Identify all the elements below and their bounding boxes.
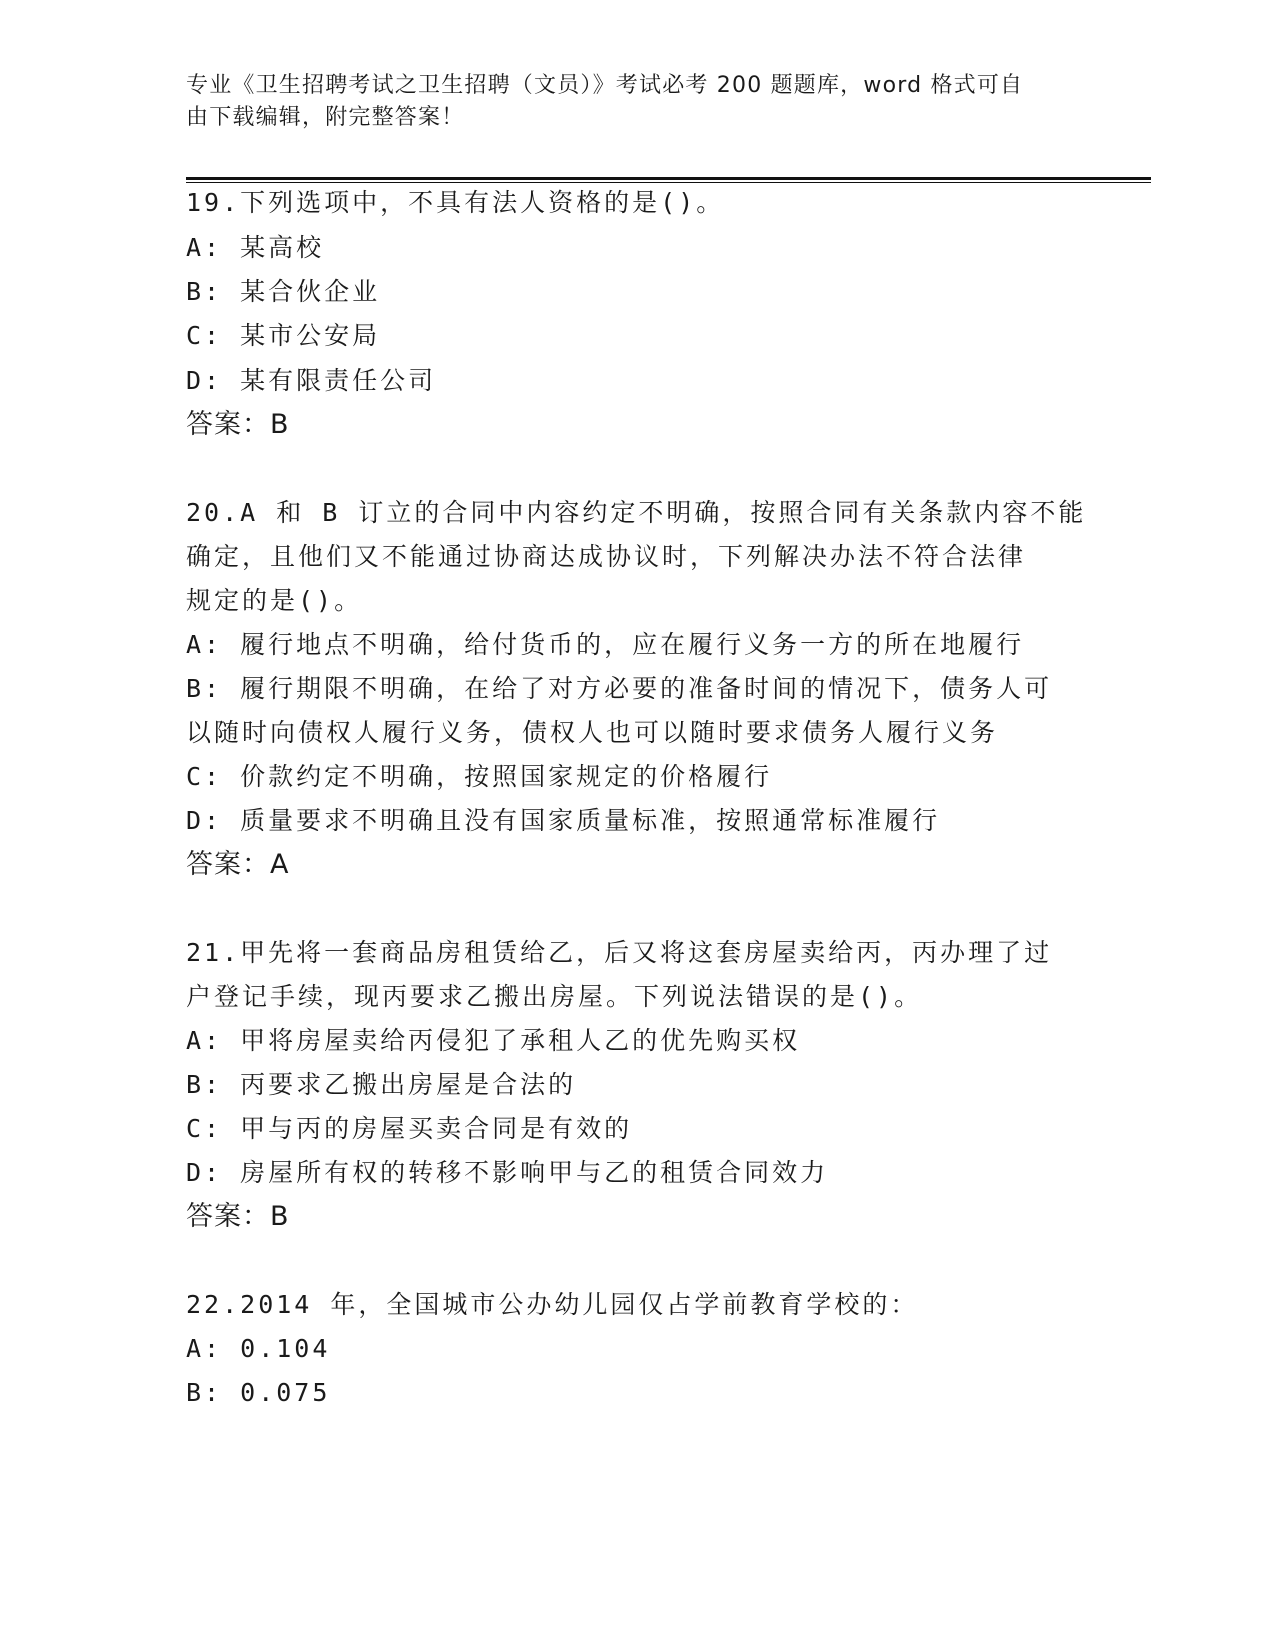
question-20-option-a: A: 履行地点不明确，给付货币的，应在履行义务一方的所在地履行: [186, 630, 1025, 659]
question-21-option-d: D: 房屋所有权的转移不影响甲与乙的租赁合同效力: [186, 1158, 829, 1187]
question-22-option-b: B: 0.075: [186, 1378, 331, 1407]
question-19-option-a: A: 某高校: [186, 233, 325, 262]
question-20-answer: 答案：A: [186, 849, 290, 880]
question-20-stem-line-2: 确定，且他们又不能通过协商达成协议时，下列解决办法不符合法律: [186, 542, 1027, 571]
header-divider-thick: [186, 177, 1151, 180]
header-line-2: 由下载编辑，附完整答案！: [186, 105, 465, 130]
question-20-option-d: D: 质量要求不明确且没有国家质量标准，按照通常标准履行: [186, 806, 941, 835]
question-20-stem-line-1: 20.A 和 B 订立的合同中内容约定不明确，按照合同有关条款内容不能: [186, 498, 1087, 527]
question-22-option-a: A: 0.104: [186, 1334, 331, 1363]
question-21-option-c: C: 甲与丙的房屋买卖合同是有效的: [186, 1114, 633, 1143]
question-19-stem: 19.下列选项中，不具有法人资格的是()。: [186, 188, 725, 217]
question-21-option-b: B: 丙要求乙搬出房屋是合法的: [186, 1070, 577, 1099]
header-line-1: 专业《卫生招聘考试之卫生招聘（文员）》考试必考 200 题题库，word 格式可自: [186, 73, 1024, 98]
question-22-stem: 22.2014 年，全国城市公办幼儿园仅占学前教育学校的：: [186, 1290, 919, 1319]
question-20-option-b: B: 履行期限不明确，在给了对方必要的准备时间的情况下，债务人可: [186, 674, 1053, 703]
question-21-stem-line-2: 户登记手续，现丙要求乙搬出房屋。下列说法错误的是()。: [186, 982, 923, 1011]
question-21-option-a: A: 甲将房屋卖给丙侵犯了承租人乙的优先购买权: [186, 1026, 801, 1055]
question-21-stem-line-1: 21.甲先将一套商品房租赁给乙，后又将这套房屋卖给丙，丙办理了过: [186, 938, 1053, 967]
question-19-option-d: D: 某有限责任公司: [186, 366, 437, 395]
question-19-answer: 答案：B: [186, 409, 290, 440]
question-21-answer: 答案：B: [186, 1201, 290, 1232]
document-header: [186, 70, 1066, 134]
header-divider-thin: [186, 182, 1151, 183]
question-19-option-c: C: 某市公安局: [186, 321, 381, 350]
question-20-option-c: C: 价款约定不明确，按照国家规定的价格履行: [186, 762, 773, 791]
question-19-option-b: B: 某合伙企业: [186, 277, 381, 306]
question-20-option-b-cont: 以随时向债权人履行义务，债权人也可以随时要求债务人履行义务: [186, 718, 999, 747]
question-20-stem-line-3: 规定的是()。: [186, 586, 363, 615]
